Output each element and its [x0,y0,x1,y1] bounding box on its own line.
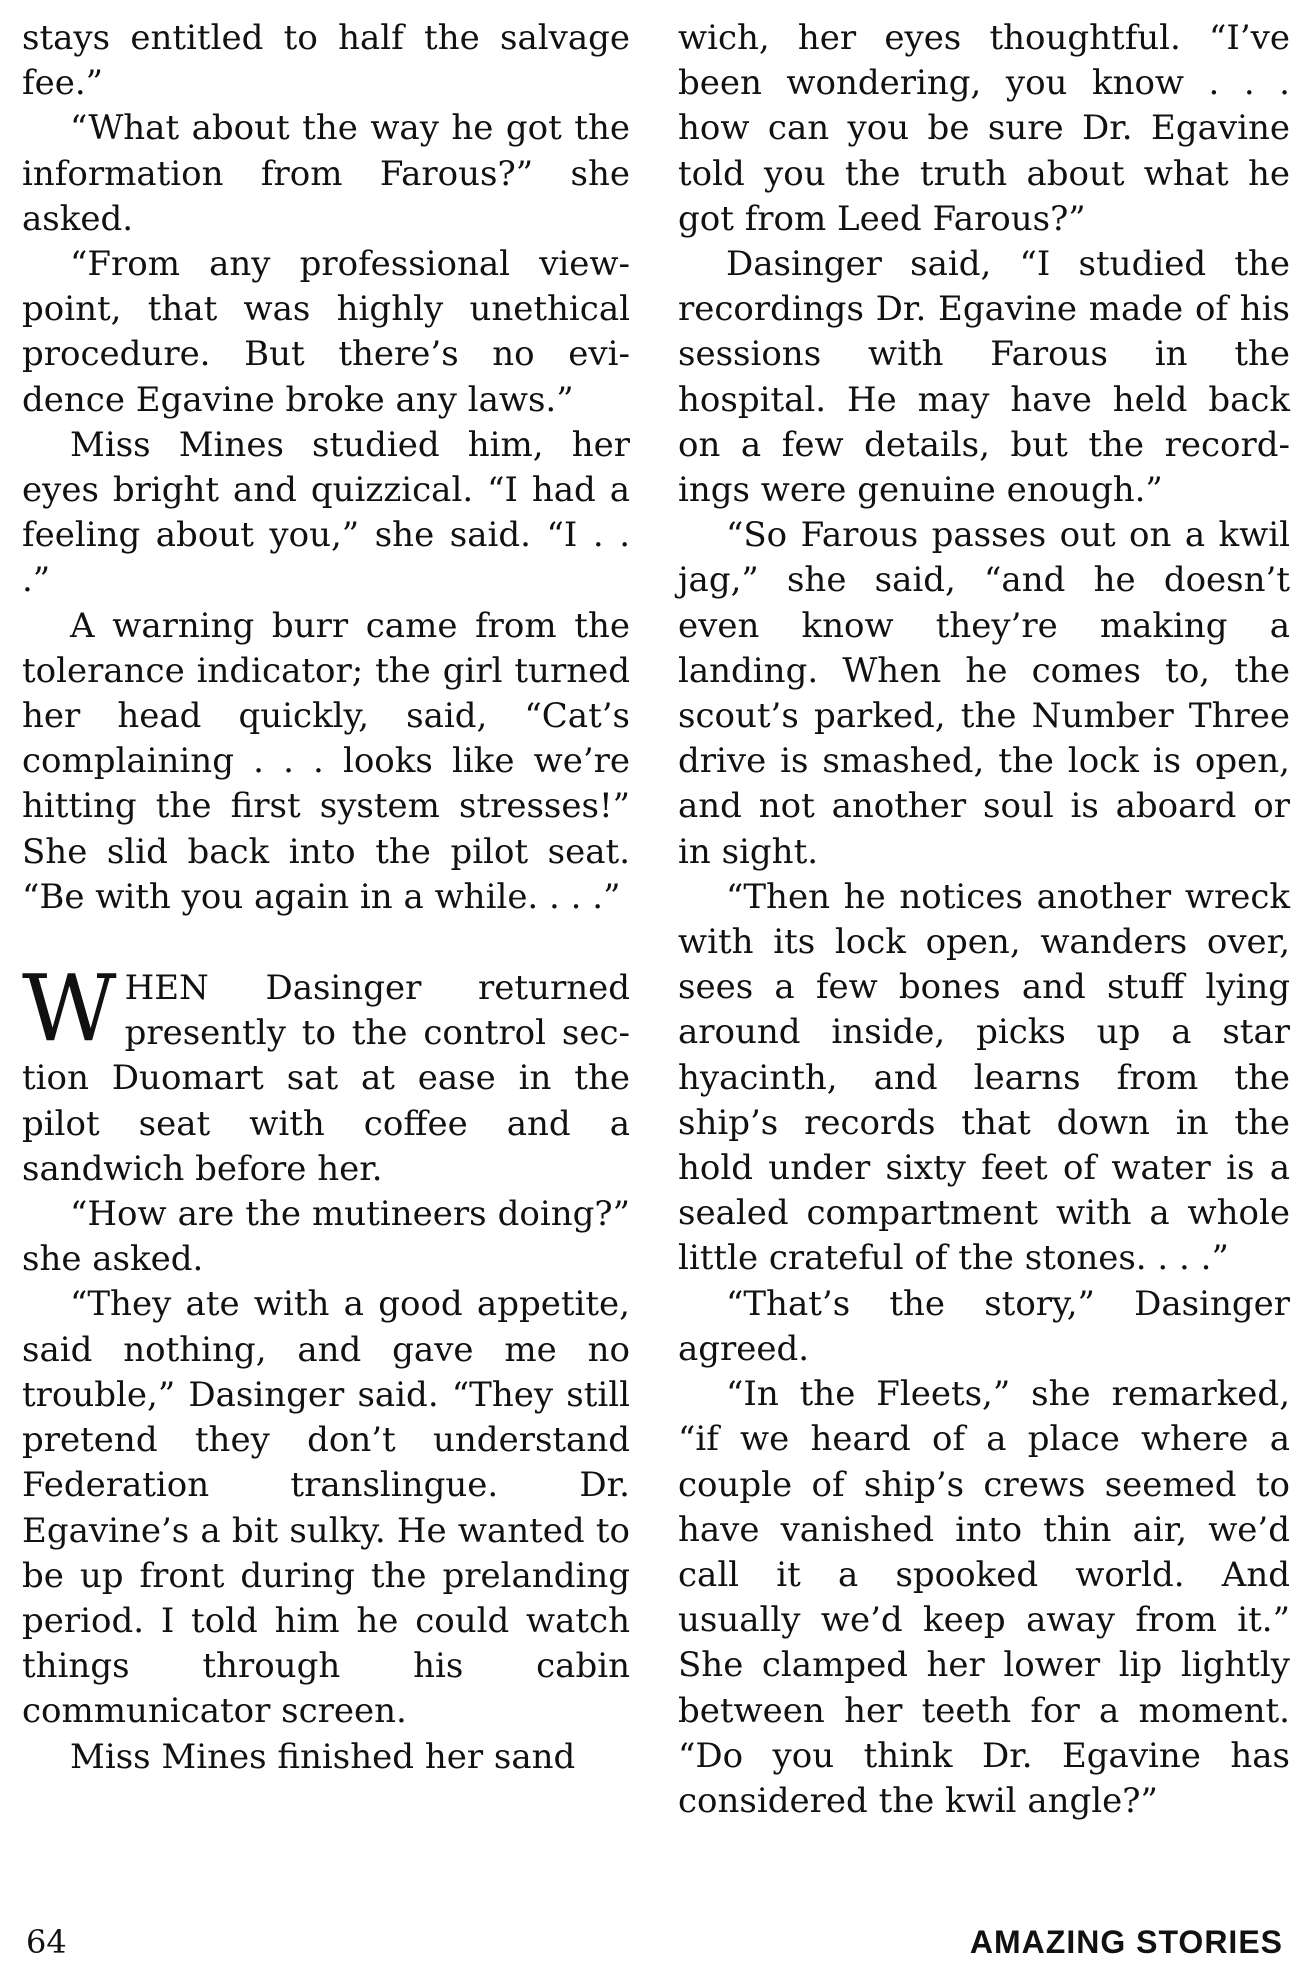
paragraph: “From any professional viewpoint, that was highly unethical procedure. But there’s no evidence Egavine broke any laws.” [22,244,630,420]
paragraph: Dasinger said, “I studied the recordings Dr. Egavine made of his sessions with Farous in the hospital. He may have held back on a few details, but the recordings were genuine enough.” [678,244,1290,511]
paragraph: “That’s the story,” Dasinger agreed. [678,1283,1290,1369]
paragraph: “Then he notices another wreck with its lock open, wanders over, sees a few bones and stuff lying around inside, picks up a star hyacinth, and learns from the ship’s records that down in the hold under sixty feet of water is a sealed compartment with a whole little crateful of the stones. . . .” [678,876,1290,1279]
paragraph: “So Farous passes out on a kwil jag,” she said, “and he doesn’t even know they’re making a landing. When he comes to, the scout’s parked, the Number Three drive is smashed, the lock is open, and not another soul is aboard or in sight. [678,515,1290,872]
paragraph: A warning burr came from the tolerance indicator; the girl turned her head quickly, said, “Cat’s complaining . . . looks like we’re hitting the first system stresses!” She slid back into the pilot seat. “Be with you again in a while. . . .” [22,605,630,917]
paragraph: wich, her eyes thoughtful. “I’ve been wondering, you know . . . how can you be sure Dr. Egavine told you the truth about what he got from Leed Farous?” [678,18,1290,239]
paragraph: “They ate with a good appetite, said nothing, and gave me no trouble,” Dasinger said. “They still pretend they don’t understand Federation translingue. Dr. Egavine’s a bit sulky. He wanted to be up front during the prelanding period. I told him he could watch things through his cabin communicator screen. [22,1284,630,1732]
page-number: 64 [26,1923,67,1961]
paragraph: “How are the mutineers doing?” she asked. [22,1194,630,1280]
text-column-right [678,16,1290,1824]
paragraph: Miss Mines finished her sand [70,1736,576,1777]
paragraph: stays entitled to half the salvage fee.” [22,18,630,104]
drop-cap: W [22,955,117,1063]
text-column-left [22,16,630,1780]
paragraph: Miss Mines studied him, her eyes bright and quizzical. “I had a feeling about you,” she said. “I . . .” [22,424,630,601]
section-opening-paragraph [22,955,630,1192]
paragraph-text: HEN Dasinger returned presently to the control section Duomart sat at ease in the pilot seat with coffee and a sandwich before her. [22,968,630,1189]
paragraph: “In the Fleets,” she remarked, “if we heard of a place where a couple of ship’s crews seemed to have vanished into thin air, we’d call it a spooked world. And usually we’d keep away from it.” She clamped her lower lip lightly between her teeth for a moment. “Do you think Dr. Egavine has considered the kwil angle?” [678,1374,1290,1821]
running-footer-title: AMAZING STORIES [969,1924,1283,1960]
paragraph: “What about the way he got the information from Farous?” she asked. [22,108,630,239]
